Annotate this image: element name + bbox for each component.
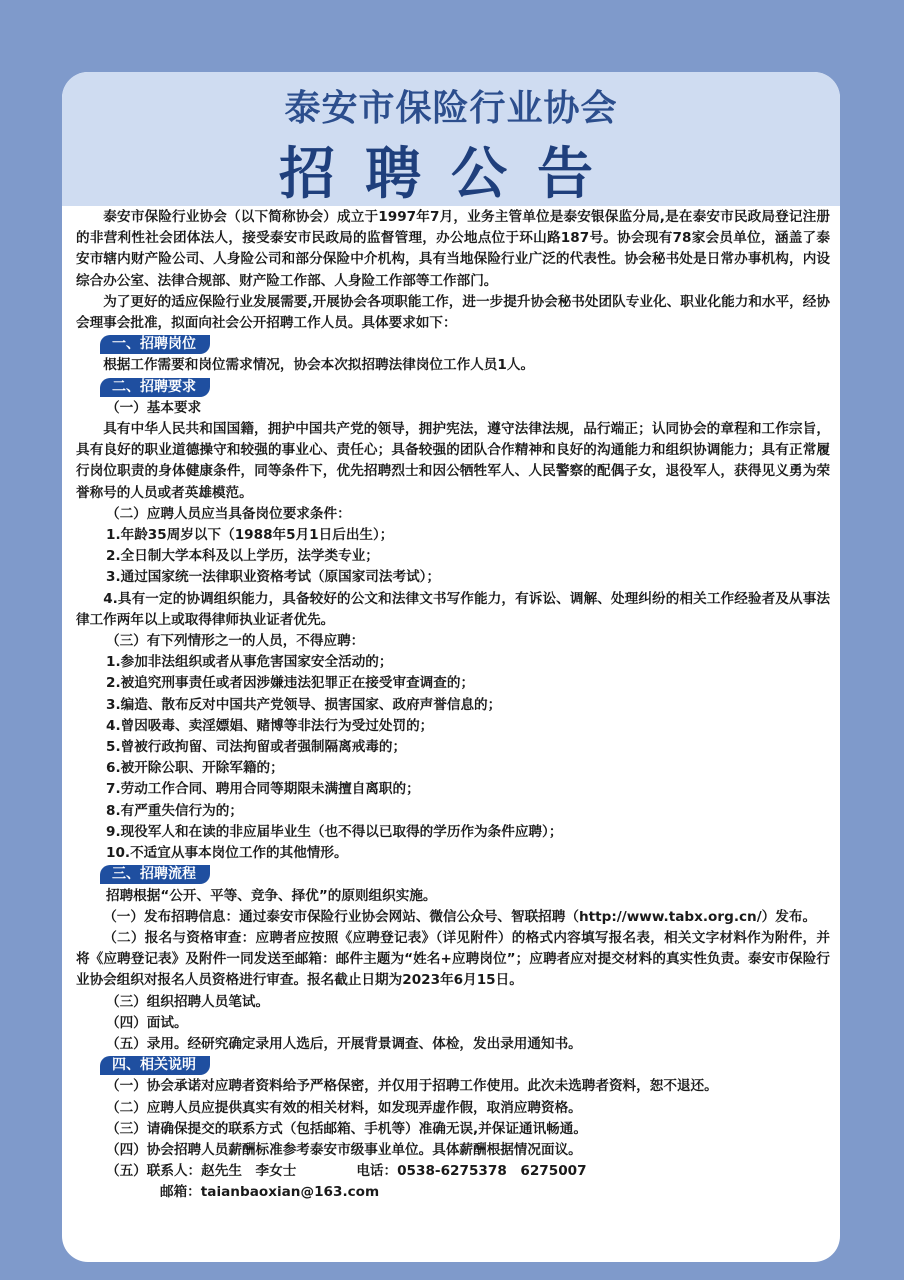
process-intro: 招聘根据“公开、平等、竞争、择优”的原则组织实施。 [106, 887, 437, 904]
note-item: （一）协会承诺对应聘者资料给予严格保密，并仅用于招聘工作使用。此次未选聘者资料，恕不退还。 [106, 1078, 718, 1095]
condition-item: 1.年龄35周岁以下（1988年5月1日后出生）； [106, 527, 394, 544]
phone-number: 0538-6275378 6275007 [397, 1163, 587, 1180]
exclusion-item: 7.劳动工作合同、聘用合同等期限未满擅自离职的； [106, 781, 420, 798]
note-item: （二）应聘人员应提供真实有效的相关材料，如发现弄虚作假，取消应聘资格。 [106, 1099, 582, 1116]
basic-requirements: 具有中华人民共和国国籍，拥护中国共产党的领导，拥护宪法，遵守法律法规，品行端正；认同协会的章程和工作宗旨，具有良好的职业道德操守和较强的事业心、责任心；具备较强的团队合作精神和良好的沟通能力和组织协调能力；具有正常履行岗位职责的身体健康条件，同等条件下，优先招聘烈士和因公牺牲军人、人民警察的配偶子女，退役军人，获得见义勇为荣誉称号的人员或者英雄模范。 [76, 421, 830, 501]
condition-item: 2.全日制大学本科及以上学历，法学类专业； [106, 548, 379, 565]
process-step: （五）录用。经研究确定录用人选后，开展背景调查、体检，发出录用通知书。 [106, 1035, 582, 1052]
condition-item: 4.具有一定的协调组织能力，具备较好的公文和法律文书写作能力，有诉讼、调解、处理纠纷的相关工作经验者及从事法律工作两年以上或取得律师执业证者优先。 [76, 590, 830, 628]
section-heading-process: 三、招聘流程 [100, 865, 210, 884]
exclusion-item: 9.现役军人和在读的非应届毕业生（也不得以已取得的学历作为条件应聘）； [106, 823, 563, 840]
exclusion-item: 1.参加非法组织或者从事危害国家安全活动的； [106, 654, 393, 671]
email-address[interactable]: taianbaoxian@163.com [200, 1184, 380, 1201]
condition-item: 3.通过国家统一法律职业资格考试（原国家司法考试）； [106, 569, 441, 586]
process-step: （一）发布招聘信息：通过泰安市保险行业协会网站、微信公众号、智联招聘（http://www.tabx.org.cn/）发布。 [103, 908, 817, 925]
exclusion-item: 6.被开除公职、开除军籍的； [106, 760, 284, 777]
phone-label: 电话： [356, 1163, 398, 1180]
email-line [76, 1182, 830, 1203]
process-step: （三）组织招聘人员笔试。 [106, 993, 270, 1010]
intro-paragraph-1: 泰安市保险行业协会（以下简称协会）成立于1997年7月，业务主管单位是泰安银保监分局,是在泰安市民政局登记注册的非营利性社会团体法人，接受泰安市民政局的监督管理，办公地点位于环山路187号。协会现有78家会员单位，涵盖了泰安市辖内财产险公司、人身险公司和部分保险中介机构，具有当地保险行业广泛的代表性。协会秘书处是日常办事机构，内设综合办公室、法律合规部、财产险工作部、人身险工作部等工作部门。 [76, 209, 830, 289]
requirements-sub1: （一）基本要求 [106, 399, 202, 416]
intro-paragraph-2: 为了更好的适应保险行业发展需要,开展协会各项职能工作，进一步提升协会秘书处团队专业化、职业化能力和水平，经协会理事会批准，拟面向社会公开招聘工作人员。具体要求如下： [76, 293, 830, 332]
section-heading-notes: 四、相关说明 [100, 1056, 210, 1075]
exclusion-item: 2.被追究刑事责任或者因涉嫌违法犯罪正在接受审查调查的； [106, 675, 475, 692]
org-title: 泰安市保险行业协会 [284, 88, 618, 129]
exclusion-item: 4.曾因吸毒、卖淫嫖娼、赌博等非法行为受过处罚的； [106, 717, 434, 734]
section-heading-positions: 一、招聘岗位 [100, 335, 210, 354]
exclusion-item: 5.曾被行政拘留、司法拘留或者强制隔离戒毒的； [106, 739, 407, 756]
positions-text: 根据工作需要和岗位需求情况，协会本次拟招聘法律岗位工作人员1人。 [103, 357, 535, 374]
note-item: （三）请确保提交的联系方式（包括邮箱、手机等）准确无误,并保证通讯畅通。 [106, 1120, 587, 1137]
section-heading-requirements: 二、招聘要求 [100, 378, 210, 397]
requirements-sub3: （三）有下列情形之一的人员，不得应聘： [106, 633, 365, 650]
email-label: 邮箱： [160, 1184, 201, 1201]
requirements-sub2: （二）应聘人员应当具备岗位要求条件： [106, 505, 351, 522]
process-step: （二）报名与资格审查：应聘者应按照《应聘登记表》（详见附件）的格式内容填写报名表，相关文字材料作为附件，并将《应聘登记表》及附件一同发送至邮箱：邮件主题为“姓名+应聘岗位”；应聘者应对提交材料的真实性负责。泰安市保险行业协会组织对报名人员资格进行审查。报名截止日期为2023年6月15日。 [76, 929, 830, 989]
process-step: （四）面试。 [106, 1014, 188, 1031]
doc-title: 招聘公告 [279, 141, 623, 207]
notice-body [76, 207, 830, 1204]
header-band [62, 72, 840, 206]
exclusion-item: 3.编造、散布反对中国共产党领导、损害国家、政府声誉信息的； [106, 696, 502, 713]
note-item: （四）协会招聘人员薪酬标准参考泰安市级事业单位。具体薪酬根据情况面议。 [106, 1141, 582, 1158]
contact-line [76, 1161, 830, 1182]
exclusion-item: 8.有严重失信行为的； [106, 802, 243, 819]
exclusion-item: 10.不适宜从事本岗位工作的其他情形。 [106, 845, 348, 862]
contact-label: （五）联系人： [106, 1163, 202, 1180]
contact-names: 赵先生 李女士 [201, 1163, 297, 1180]
